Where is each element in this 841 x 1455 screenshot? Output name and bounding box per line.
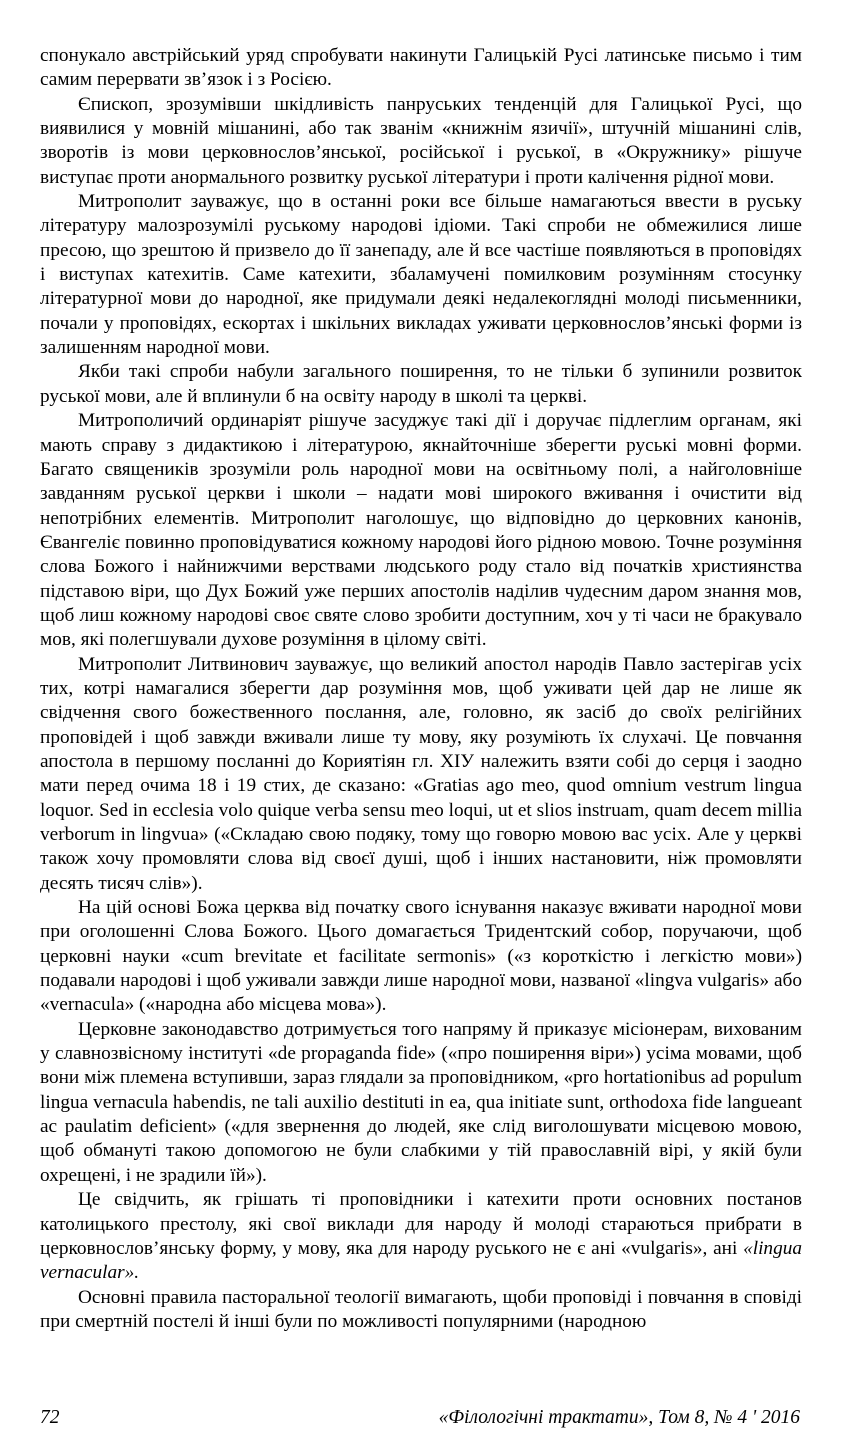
page-number: 72	[40, 1407, 60, 1428]
paragraph	[40, 1188, 802, 1285]
paragraph-text: Якби такі спроби набули загального поширення, то не тільки б зупинили розвиток руської мови, але й вплинули б на освіту народу в школі та церкві.	[40, 361, 802, 407]
paragraph-text: Церковне законодавство дотримується того напряму й приказує місіонерам, вихованим у славнозвісному інституті «de propaganda fide» («про поширення віри») усіма мовами, щоб вони між племена вступивши, зараз глядали за проповідником, «pro hortationibus ad populum lingua vernacula habendis, ne tali auxilio destituti in ea, qua initiate sunt, orthodoxa fide langueant ac paulatim deficient» («для звернення до людей, яке слід виголошувати місцевою мовою, щоб обмануті такою допомогою не були слабкими у тій православній вірі, у якій були охрещені, і не зрадили їй»).	[40, 1018, 802, 1186]
paragraph	[40, 1018, 802, 1188]
paragraph	[40, 1286, 802, 1335]
paragraph-text: Митрополит Литвинович зауважує, що великий апостол народів Павло застерігав усіх тих, котрі намагалися зберегти дар розуміння мов, щоб уживати цей дар не лише як свідчення свого божественного послання, але, головно, як засіб до своїх релігійних проповідей і щоб завжди вживали лише ту мову, яку розуміють їх слухачі. Це повчання апостола в першому посланні до Кориятіян гл. ХІУ належить взяти собі до серця і заодно мати перед очима 18 і 19 стих, де сказано: «Gratias ago meo, quod omnium vestrum lingua loquor. Sed in ecclesia volo quique verba sensu meo loqui, ut et slios instruam, quam decem millia verborum in lingvua» («Складаю свою подяку, тому що говорю мовою вас усіх. Але у церкві також хочу промовляти слова від своєї душі, щоб і інших настановити, ніж промовляти десять тисяч слів»).	[40, 653, 802, 894]
page-footer	[40, 1407, 800, 1429]
paragraph-text: Основні правила пасторальної теології вимагають, щоби проповіді і повчання в сповіді при смертній постелі й інші були по можливості популярними (народною	[40, 1286, 802, 1332]
paragraph-text: Єпископ, зрозумівши шкідливість панруських тенденцій для Галицької Русі, що виявилися у мовній мішанині, або так званім «книжнім язичії», штучній мішанині слів, зворотів із мови церковнослов’янської, російської і руської, в «Окружнику» рішуче виступає проти анормального розвитку руської літератури і проти калічення рідної мови.	[40, 93, 802, 188]
paragraph	[40, 360, 802, 409]
journal-title-line: «Філологічні трактати», Том 8, № 4 ' 2016	[438, 1407, 800, 1428]
paragraph-text: Це свідчить, як грішать ті проповідники і катехити проти основних постанов католицького престолу, які свої виклади для народу й молоді стараються прибрати в церковнослов’янську форму, у мову, яка для народу руського не є ані «vulgaris», ані	[40, 1189, 802, 1259]
page-body	[40, 44, 802, 1334]
latin-term-italic: «lingua vernacular».	[40, 1237, 802, 1284]
paragraph	[40, 653, 802, 896]
paragraph-text: Митрополит зауважує, що в останні роки все більше намагаються ввести в руську літературу малозрозумілі руському народові ідіоми. Такі спроби не обмежилися лише пресою, що зрештою й призвело до її занепаду, але й все частіше появляються в проповідях і виступах катехитів. Саме катехити, збаламучені помилковим розумінням стосунку літературної мови до народної, яке придумали деякі недалекоглядні молоді письменники, почали у проповідях, ескортах і шкільних викладах уживати церковнослов’янські форми із залишенням народної мови.	[40, 191, 802, 359]
paragraph-text: На цій основі Божа церква від початку свого існування наказує вживати народної мови при оголошенні Слова Божого. Цього домагається Тридентский собор, поручаючи, щоб церковні науки «cum brevitate et facilitate sermonis» («з короткістю і легкістю мови») подавали народові і щоб уживали завжди лише народної мови, названої «lingva vulgaris» або «vernacula» («народна або місцева мова»).	[40, 897, 802, 1016]
paragraph	[40, 44, 802, 93]
paragraph	[40, 896, 802, 1018]
paragraph-text: Митрополичий ординаріят рішуче засуджує такі дії і доручає підлеглим органам, які мають справу з дидактикою і літературою, якнайточніше зберегти руські мовні форми. Багато священиків зрозуміли роль народної мови на освітньому полі, а найголовніше завданням руської церкви і школи – надати мові широкого вживання і очистити від непотрібних елементів. Митрополит наголошує, що відповідно до церковних канонів, Євангеліє повинно проповідуватися кожному народові його рідною мовою. Точне розуміння слова Божого і найнижчими верствами людського роду стало від початків християнства підставою віри, що Дух Божий уже перших апостолів наділив чудесним даром знання мов, щоб лиш кожному народові своє святе слово зробити доступним, хоч у ті часи не бракувало мов, які полегшували духове розуміння в цілому світі.	[40, 410, 802, 651]
paragraph	[40, 93, 802, 190]
paragraph	[40, 409, 802, 652]
paragraph	[40, 190, 802, 360]
paragraph-text: спонукало австрійський уряд спробувати накинути Галицькій Русі латинське письмо і тим самим перервати зв’язок і з Росією.	[40, 45, 802, 91]
